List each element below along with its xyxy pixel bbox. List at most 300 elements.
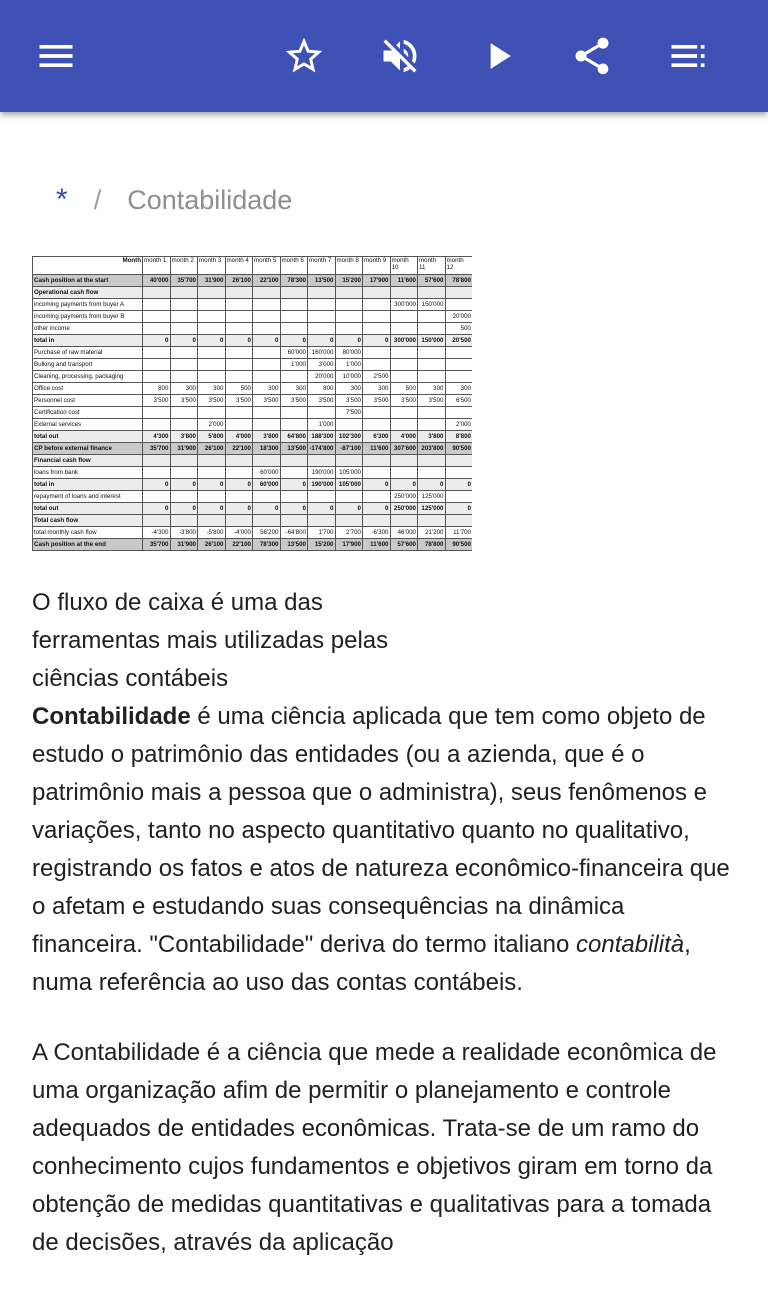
table-cell [253,323,281,335]
volume-off-icon [378,34,422,78]
table-cell: 60'000 [280,347,308,359]
table-cell [225,491,253,503]
table-row [33,335,473,347]
contents-button[interactable] [660,28,716,84]
table-cell [253,287,281,299]
table-cell [170,323,198,335]
article-term: Contabilidade [32,703,191,730]
table-cell [363,359,391,371]
table-cell: 0 [280,503,308,515]
breadcrumb-current: Contabilidade [127,184,293,215]
table-cell: 11'600 [390,275,418,287]
table-cell: 0 [390,479,418,491]
table-header-cell: month 12 [445,257,472,275]
table-cell: 3'500 [308,395,336,407]
table-cell: 0 [363,479,391,491]
table-cell [170,311,198,323]
table-cell [418,455,446,467]
table-cell: 0 [253,335,281,347]
table-row [33,275,473,287]
table-cell [198,407,226,419]
table-cell: 0 [143,503,171,515]
table-cell [253,455,281,467]
table-cell [225,311,253,323]
table-cell: 13'500 [280,443,308,455]
table-cell: 125'000 [418,503,446,515]
table-cell [390,515,418,527]
article-paragraph [32,698,738,1002]
table-cell: 0 [280,479,308,491]
table-cell [363,419,391,431]
table-header-cell: month 2 [170,257,198,275]
menu-icon [34,34,78,78]
table-cell: 0 [335,335,363,347]
table-row-label: Purchase of raw material [33,347,143,359]
table-cell: 78'800 [445,275,472,287]
table-cell: 22'100 [225,539,253,551]
table-cell [390,407,418,419]
table-cell: 0 [170,503,198,515]
table-cell: 31'900 [170,539,198,551]
table-cell: 17'900 [335,539,363,551]
table-cell: 190'000 [308,467,336,479]
table-cell: 300 [198,383,226,395]
table-cell: 105'000 [335,479,363,491]
table-header-cell: month 11 [418,257,446,275]
table-cell: 0 [143,479,171,491]
table-cell [280,515,308,527]
table-cell [335,299,363,311]
table-cell: 0 [198,479,226,491]
table-cell: 5'800 [198,431,226,443]
table-cell: 90'500 [445,443,472,455]
article-text: , numa referência ao uso das contas contábeis. [32,931,691,996]
table-cell: 26'100 [198,443,226,455]
table-cell: 4'300 [143,431,171,443]
table-cell: 300 [335,383,363,395]
star-outline-icon [282,34,326,78]
table-row-label: total monthly cash flow [33,527,143,539]
table-cell: 250'000 [390,491,418,503]
app-bar [0,0,768,112]
table-cell: 56'200 [253,527,281,539]
table-cell [280,287,308,299]
breadcrumb [56,180,292,220]
table-cell [143,299,171,311]
table-cell [363,311,391,323]
table-cell: 46'000 [390,527,418,539]
table-cell [308,515,336,527]
article-body [32,698,738,1294]
table-cell [308,455,336,467]
table-cell [445,371,472,383]
table-cell: 203'800 [418,443,446,455]
table-cell [280,407,308,419]
table-cell: 20'500 [445,335,472,347]
table-cell [253,347,281,359]
table-cell: 3'500 [363,395,391,407]
table-cell [445,491,472,503]
table-cell [308,407,336,419]
table-cell [390,287,418,299]
table-cell: 2'000 [445,419,472,431]
table-cell: 0 [363,335,391,347]
table-cell [280,491,308,503]
table-row [33,383,473,395]
table-cell: 11'600 [363,539,391,551]
share-button[interactable] [564,28,620,84]
table-cell [418,515,446,527]
table-cell: 800 [308,383,336,395]
table-row [33,443,473,455]
table-cell: 0 [225,503,253,515]
table-cell [143,347,171,359]
table-cell [308,311,336,323]
playlist-icon [666,34,710,78]
table-cell [225,371,253,383]
table-header-cell: Month [33,257,143,275]
table-header-cell: month 5 [253,257,281,275]
table-header-cell: month 1 [143,257,171,275]
table-row [33,539,473,551]
table-row [33,347,473,359]
table-row [33,359,473,371]
table-cell: 300'000 [390,335,418,347]
table-cell: 57'600 [418,275,446,287]
table-cell: 4'000 [225,431,253,443]
table-cell [198,491,226,503]
cash-flow-table-image[interactable] [32,256,472,558]
table-cell: 125'000 [418,491,446,503]
table-cell [143,467,171,479]
table-cell [170,287,198,299]
table-row [33,479,473,491]
table-cell [390,467,418,479]
table-cell [143,311,171,323]
breadcrumb-separator: / [93,184,102,215]
table-cell [253,407,281,419]
table-cell: 7'500 [335,407,363,419]
table-cell [363,323,391,335]
table-cell [335,323,363,335]
table-cell: 35'700 [143,443,171,455]
table-cell [143,407,171,419]
table-cell [198,455,226,467]
table-cell: 26'100 [225,275,253,287]
table-cell [198,371,226,383]
table-row [33,491,473,503]
menu-button[interactable] [28,28,84,84]
table-cell [225,323,253,335]
table-cell: 60'000 [253,479,281,491]
table-header-row [33,257,473,275]
table-cell: 11'700 [445,527,472,539]
table-cell: 160'000 [308,347,336,359]
table-cell: 300'000 [390,299,418,311]
table-cell: 78'800 [418,539,446,551]
table-cell [390,455,418,467]
table-cell [390,419,418,431]
table-cell [335,491,363,503]
table-cell: 13'500 [308,275,336,287]
table-cell: 78'300 [280,275,308,287]
table-row [33,515,473,527]
table-row-label: total out [33,503,143,515]
table-cell [143,371,171,383]
table-cell: 18'300 [253,443,281,455]
table-row-label: incoming payments from buyer B [33,311,143,323]
table-cell [225,467,253,479]
table-cell: 17'900 [363,275,391,287]
table-cell [143,323,171,335]
table-cell [390,311,418,323]
table-row [33,455,473,467]
table-cell: 10'000 [335,371,363,383]
table-cell [390,323,418,335]
table-cell [170,419,198,431]
table-cell [280,323,308,335]
table-cell: 3'800 [418,431,446,443]
table-cell: 0 [308,335,336,347]
table-cell: 31'900 [198,275,226,287]
table-cell: 22'100 [253,275,281,287]
table-cell [418,371,446,383]
table-cell: 3'500 [280,395,308,407]
table-cell [335,515,363,527]
table-row-label: External services [33,419,143,431]
table-cell [225,407,253,419]
cash-flow-table [32,256,472,551]
table-cell: 1'700 [308,527,336,539]
table-cell: 0 [308,503,336,515]
table-cell [308,299,336,311]
table-header-cell: month 7 [308,257,336,275]
table-cell: 20'000 [445,311,472,323]
table-cell: 4'000 [390,431,418,443]
table-cell: 6'500 [445,395,472,407]
table-cell [170,455,198,467]
table-cell [198,467,226,479]
table-cell: 11'600 [363,443,391,455]
table-cell [170,407,198,419]
table-cell: 35'700 [143,539,171,551]
table-cell: 300 [445,383,472,395]
table-cell: 2'000 [198,419,226,431]
table-cell: 64'800 [280,431,308,443]
table-cell: 40'000 [143,275,171,287]
table-cell: 300 [363,383,391,395]
table-cell: 500 [225,383,253,395]
table-cell [363,467,391,479]
table-row-label: Certification cost [33,407,143,419]
image-caption: O fluxo de caixa é uma das ferramentas mais utilizadas pelas ciências contábeis [32,589,389,692]
table-cell: 307'600 [390,443,418,455]
table-header-cell: month 10 [390,257,418,275]
table-row [33,431,473,443]
article-italic-term: contabilità [576,931,685,958]
table-cell [445,299,472,311]
table-row [33,419,473,431]
table-cell: -6'300 [363,527,391,539]
table-cell: -5'800 [198,527,226,539]
table-cell [445,359,472,371]
table-cell: 26'100 [198,539,226,551]
table-row [33,503,473,515]
table-cell: 22'100 [225,443,253,455]
table-cell [445,467,472,479]
table-cell [143,515,171,527]
table-cell [418,287,446,299]
table-cell: -3'800 [170,527,198,539]
table-cell: 0 [198,503,226,515]
table-row-label: Total cash flow [33,515,143,527]
table-cell [280,371,308,383]
table-row-label: Cash position at the start [33,275,143,287]
table-cell [170,515,198,527]
table-cell: 190'000 [308,479,336,491]
table-cell: 0 [445,503,472,515]
table-cell [308,491,336,503]
table-row-label: repayment of loans and interest [33,491,143,503]
table-row-label: CP before external finance [33,443,143,455]
table-cell: -4'300 [143,527,171,539]
table-row [33,287,473,299]
table-cell [418,359,446,371]
table-cell: -4'000 [225,527,253,539]
table-cell [225,287,253,299]
table-row [33,467,473,479]
favorite-button[interactable] [276,28,332,84]
table-cell: 20'000 [308,371,336,383]
table-cell: 3'500 [225,395,253,407]
table-cell [390,371,418,383]
table-cell [363,491,391,503]
table-cell: 15'200 [335,275,363,287]
table-cell: 0 [280,335,308,347]
table-row [33,323,473,335]
table-cell [280,419,308,431]
table-cell [253,515,281,527]
table-cell: 0 [445,479,472,491]
table-cell [198,359,226,371]
table-cell [225,299,253,311]
table-cell: 35'700 [170,275,198,287]
table-cell: -87'100 [335,443,363,455]
table-cell [363,407,391,419]
table-cell [225,515,253,527]
table-cell [198,311,226,323]
table-cell [225,347,253,359]
table-header-cell: month 6 [280,257,308,275]
table-cell [253,359,281,371]
table-cell [363,455,391,467]
table-cell: 3'500 [390,395,418,407]
table-cell [280,311,308,323]
table-row [33,371,473,383]
table-cell: 0 [225,335,253,347]
table-row [33,527,473,539]
table-cell [170,299,198,311]
table-cell [198,347,226,359]
table-cell: 3'000 [308,359,336,371]
table-cell: 300 [418,383,446,395]
table-cell: 1'000 [335,359,363,371]
table-cell: 3'500 [335,395,363,407]
table-cell [143,419,171,431]
table-cell [170,359,198,371]
table-cell: 3'800 [170,431,198,443]
table-cell: 1'000 [308,419,336,431]
table-cell: 3'800 [253,431,281,443]
table-row-label: Operational cash flow [33,287,143,299]
table-cell: 188'300 [308,431,336,443]
table-cell [445,515,472,527]
table-cell: 150'000 [418,335,446,347]
table-cell [363,347,391,359]
table-row-label: Bulking and transport [33,359,143,371]
table-cell: 2'500 [363,371,391,383]
table-cell [280,467,308,479]
table-cell: 3'500 [253,395,281,407]
table-cell [335,419,363,431]
table-cell: 0 [170,335,198,347]
table-row-label: Office cost [33,383,143,395]
table-cell [363,515,391,527]
table-cell [418,419,446,431]
table-cell: 300 [170,383,198,395]
table-cell [253,371,281,383]
table-cell: 3'500 [170,395,198,407]
table-cell [170,371,198,383]
table-cell [418,347,446,359]
table-cell: 13'500 [280,539,308,551]
table-cell [363,287,391,299]
table-cell [418,407,446,419]
table-cell [143,359,171,371]
table-cell [225,455,253,467]
table-cell [308,287,336,299]
table-row-label: total in [33,335,143,347]
table-cell: 0 [198,335,226,347]
table-cell [390,347,418,359]
table-cell: 0 [335,503,363,515]
table-cell: -174'800 [308,443,336,455]
table-cell [198,287,226,299]
table-cell [170,467,198,479]
table-cell: 90'500 [445,539,472,551]
table-cell: 3'500 [198,395,226,407]
table-cell [225,419,253,431]
table-cell: 105'000 [335,467,363,479]
table-cell [335,287,363,299]
breadcrumb-root-link[interactable]: * [56,183,68,216]
table-cell [418,311,446,323]
table-cell [253,419,281,431]
table-cell: 31'900 [170,443,198,455]
table-cell: 800 [143,383,171,395]
table-cell [280,455,308,467]
table-cell [143,455,171,467]
table-row-label: total in [33,479,143,491]
play-button[interactable] [470,28,526,84]
mute-button[interactable] [372,28,428,84]
table-cell [445,287,472,299]
table-row-label: incoming payments from buyer A [33,299,143,311]
table-cell: 1'000 [280,359,308,371]
table-cell: 0 [253,503,281,515]
article-paragraph: A Contabilidade é a ciência que mede a realidade econômica de uma organização afim de permitir o planejamento e controle adequados de entidades econômicas. Trata-se de um ramo do conhecimento cujos fundamentos e objetivos giram em torno da obtenção de medidas quantitativas e qualitativas para a tomada de decisões, através da aplicação [32,1039,717,1256]
table-row [33,311,473,323]
